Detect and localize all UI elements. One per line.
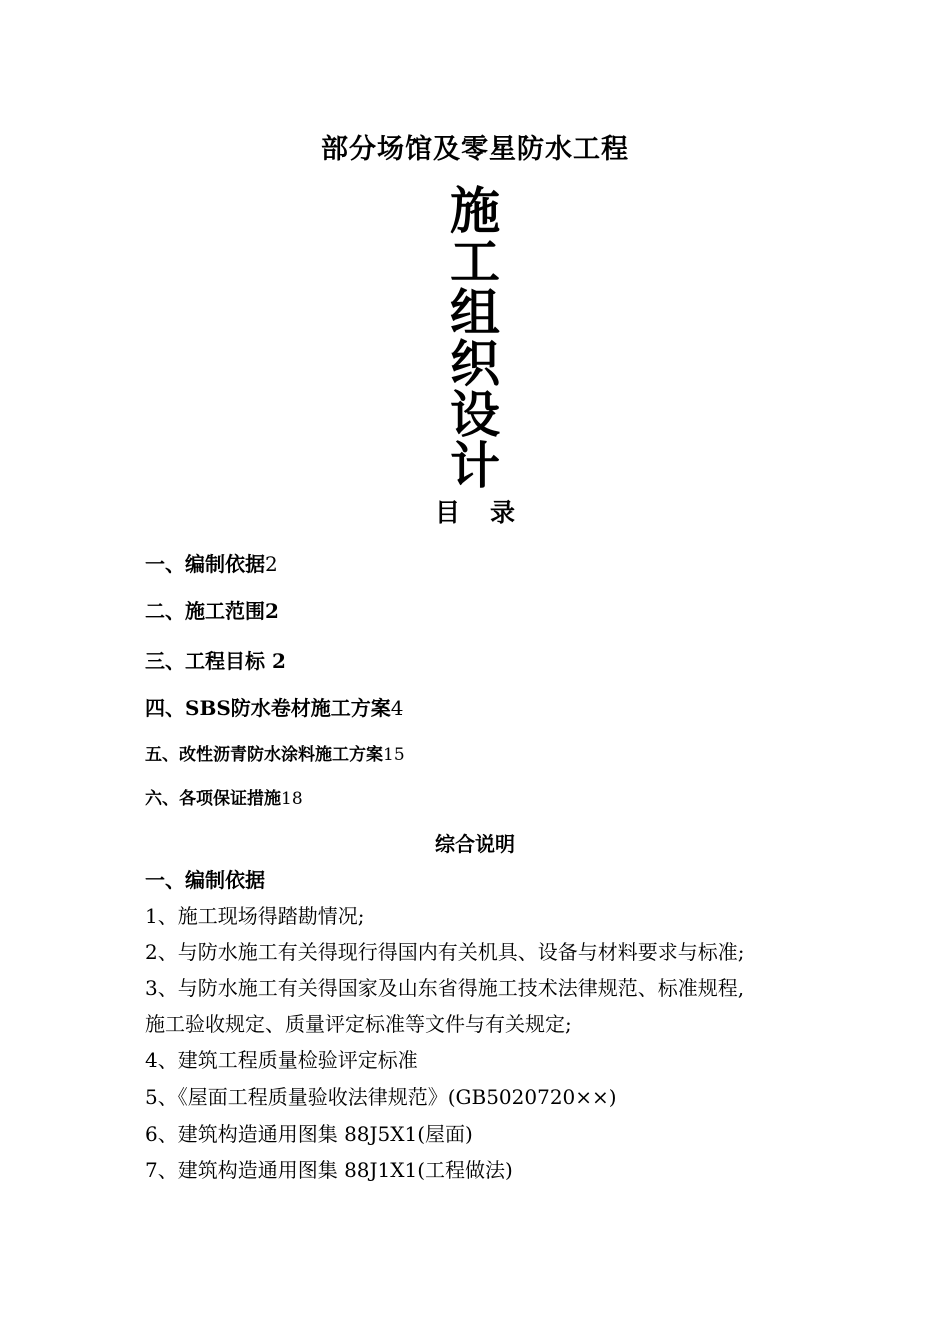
toc-item[interactable] [145, 785, 303, 813]
main-title-char: 设 [450, 386, 500, 444]
basis-line: 4、建筑工程质量检验评定标准 [145, 1048, 418, 1072]
toc-item[interactable] [145, 645, 286, 677]
toc-item-page: 2 [265, 552, 278, 576]
toc-item-label: 二、施工范围 [145, 599, 265, 623]
toc-item[interactable] [145, 595, 279, 627]
section-heading: 一、编制依据 [145, 868, 265, 892]
toc-item-page: 15 [383, 745, 405, 765]
main-title-char: 组 [450, 284, 500, 342]
toc-item[interactable] [145, 548, 278, 580]
basis-line: 施工验收规定、质量评定标准等文件与有关规定; [145, 1012, 572, 1036]
toc-item-label: 四、SBS防水卷材施工方案 [145, 696, 391, 720]
main-title [0, 182, 950, 495]
summary-title: 综合说明 [435, 832, 515, 856]
toc-heading-left: 目 [434, 498, 460, 527]
toc-item-label: 一、编制依据 [145, 552, 265, 576]
toc-item[interactable] [145, 741, 405, 769]
project-title: 部分场馆及零星防水工程 [321, 134, 629, 165]
basis-line: 3、与防水施工有关得国家及山东省得施工技术法律规范、标准规程, [145, 976, 745, 1000]
toc-item-label: 三、工程目标 [145, 649, 265, 673]
toc-item[interactable] [145, 692, 404, 724]
basis-line: 5、《屋面工程质量验收法律规范》(GB5020720××) [145, 1085, 617, 1109]
basis-line: 1、施工现场得踏勘情况; [145, 904, 365, 928]
main-title-char: 计 [450, 437, 500, 495]
toc-item-page: 2 [265, 599, 279, 623]
basis-line: 7、建筑构造通用图集 88J1X1(工程做法) [145, 1158, 513, 1182]
basis-line: 6、建筑构造通用图集 88J5X1(屋面) [145, 1122, 473, 1146]
toc-item-label: 六、各项保证措施 [145, 789, 281, 809]
main-title-char: 织 [450, 335, 500, 393]
main-title-char: 工 [450, 233, 500, 291]
toc-item-page: 4 [390, 696, 404, 720]
toc-item-label: 五、改性沥青防水涂料施工方案 [145, 745, 383, 765]
toc-item-page: 18 [281, 789, 303, 809]
toc-heading [0, 493, 950, 533]
toc-item-page: 2 [265, 649, 286, 673]
toc-heading-right: 录 [490, 498, 516, 527]
basis-line: 2、与防水施工有关得现行得国内有关机具、设备与材料要求与标准; [145, 940, 745, 964]
main-title-char: 施 [450, 182, 500, 240]
